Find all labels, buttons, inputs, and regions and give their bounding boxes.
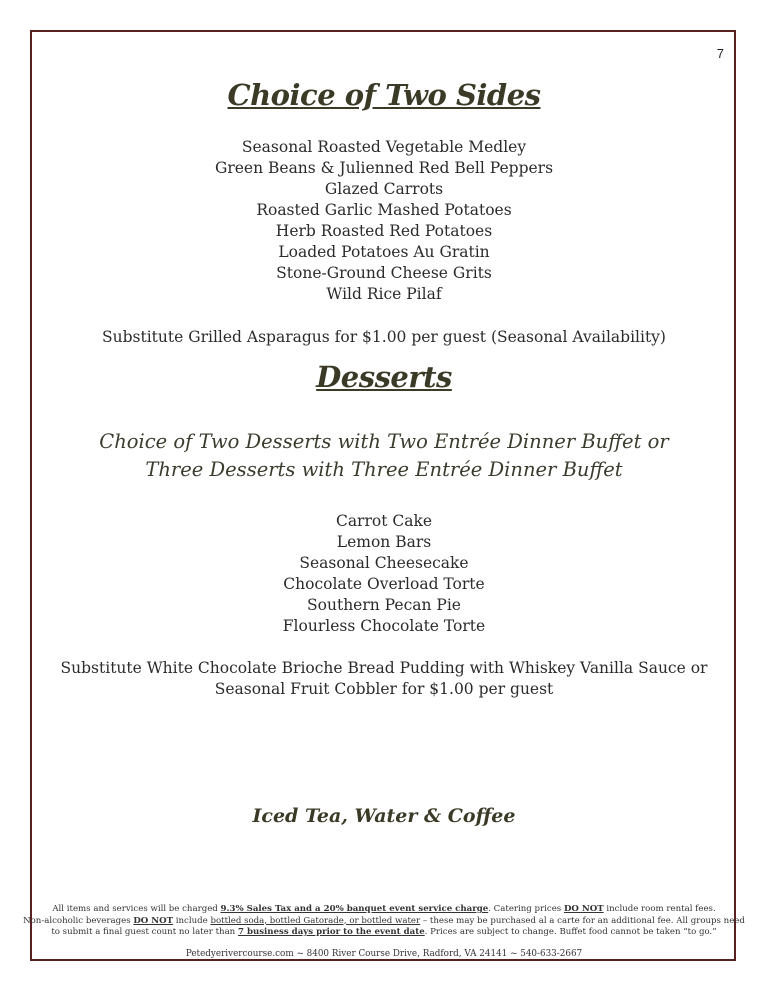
list-item: Seasonal Roasted Vegetable Medley <box>241 138 527 156</box>
desserts-heading: Desserts <box>316 360 452 394</box>
list-item: Glazed Carrots <box>324 180 444 198</box>
sides-substitute-note: Substitute Grilled Asparagus for $1.00 per guest (Seasonal Availability) <box>102 328 666 346</box>
list-item: Wild Rice Pilaf <box>326 285 442 303</box>
footer-text: to submit a final guest count no later than <box>51 927 238 937</box>
footer-text: include <box>173 915 211 926</box>
list-item: Herb Roasted Red Potatoes <box>275 222 493 240</box>
list-item: Southern Pecan Pie <box>307 596 461 614</box>
list-item: Loaded Potatoes Au Gratin <box>278 243 490 261</box>
footer-terms <box>0 904 768 939</box>
footer-line <box>0 927 768 939</box>
desserts-list <box>0 511 768 637</box>
desserts-subtitle <box>0 428 768 484</box>
list-item: Stone-Ground Cheese Grits <box>276 264 492 282</box>
footer-line <box>0 916 768 928</box>
footer-emphasis: 9.3% Sales Tax and a 20% banquet event service charge <box>220 904 489 914</box>
footer-contact: Petedyerivercourse.com ~ 8400 River Course Drive, Radford, VA 24141 ~ 540-633-2667 <box>185 949 583 959</box>
footer-text: – these may be purchased al a carte for an additional fee. All groups need <box>420 915 745 926</box>
list-item: Chocolate Overload Torte <box>283 575 485 593</box>
list-item: Carrot Cake <box>335 512 433 530</box>
footer-text: . Prices are subject to change. Buffet food cannot be taken “to go.” <box>424 927 717 937</box>
footer-underlined: bottled soda, bottled Gatorade, or bottled water <box>210 915 421 926</box>
desserts-subtitle-line: Choice of Two Desserts with Two Entrée Dinner Buffet or <box>99 430 669 453</box>
page-number: 7 <box>716 46 724 61</box>
footer-line <box>0 904 768 916</box>
list-item: Roasted Garlic Mashed Potatoes <box>256 201 512 219</box>
footer-emphasis: DO NOT <box>133 915 174 926</box>
footer-text: Non-alcoholic beverages <box>23 915 134 926</box>
list-item: Flourless Chocolate Torte <box>282 617 486 635</box>
desserts-subtitle-line: Three Desserts with Three Entrée Dinner Buffet <box>145 458 623 481</box>
footer-emphasis: 7 business days prior to the event date <box>237 927 425 937</box>
note-line: Seasonal Fruit Cobbler for $1.00 per guest <box>214 680 554 698</box>
list-item: Seasonal Cheesecake <box>299 554 469 572</box>
footer-text: . Catering prices <box>488 904 564 914</box>
beverages-line: Iced Tea, Water & Coffee <box>252 805 516 827</box>
sides-heading: Choice of Two Sides <box>227 78 541 112</box>
note-line: Substitute White Chocolate Brioche Bread Pudding with Whiskey Vanilla Sauce or <box>60 659 708 677</box>
desserts-substitute-note <box>0 658 768 700</box>
footer-emphasis: DO NOT <box>563 904 604 914</box>
list-item: Lemon Bars <box>336 533 432 551</box>
sides-list <box>0 137 768 305</box>
footer-text: All items and services will be charged <box>52 904 221 914</box>
list-item: Green Beans & Julienned Red Bell Peppers <box>214 159 554 177</box>
footer-text: include room rental fees. <box>603 904 716 914</box>
